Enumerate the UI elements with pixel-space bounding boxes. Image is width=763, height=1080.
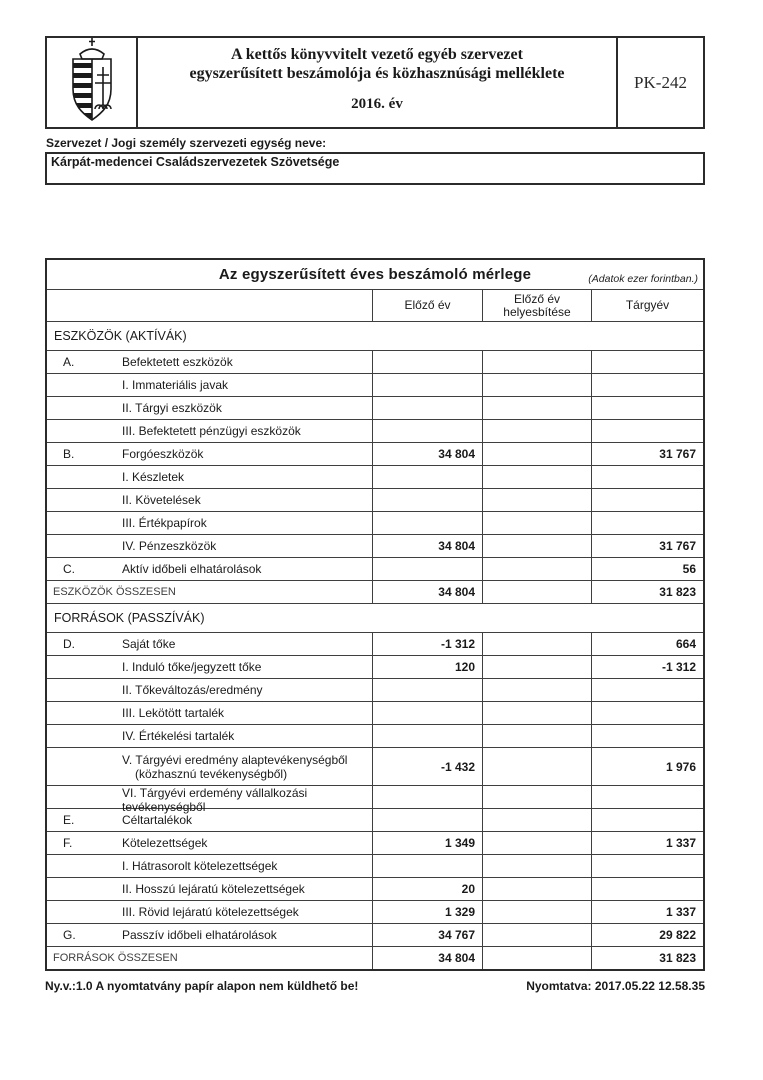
- row-label: IV. Pénzeszközök: [122, 539, 217, 553]
- value-cell-current-year: [591, 878, 703, 900]
- row-label: VI. Tárgyévi erdemény vállalkozási tevékenységből: [122, 786, 308, 814]
- row-label: Céltartalékok: [122, 813, 193, 827]
- org-name-field: [45, 152, 705, 185]
- value-cell-current-year: [591, 725, 703, 747]
- table-total-row: [47, 580, 703, 603]
- page-footer: [45, 979, 705, 993]
- footer-printed-timestamp: Nyomtatva: 2017.05.22 12.58.35: [526, 979, 705, 993]
- row-label: I. Immateriális javak: [122, 378, 229, 392]
- table-row: [47, 511, 703, 534]
- row-label: FORRÁSOK ÖSSZESEN: [53, 952, 178, 964]
- row-label-cell: [47, 558, 372, 580]
- row-label: Forgóeszközök: [122, 447, 204, 461]
- row-label: III. Befektetett pénzügyi eszközök: [122, 424, 301, 438]
- row-label-cell: [47, 748, 372, 785]
- form-code: PK-242: [616, 38, 703, 127]
- row-label: II. Tőkeváltozás/eredmény: [122, 683, 263, 697]
- row-label: III. Rövid lejáratú kötelezettségek: [122, 905, 299, 919]
- row-label-cell: [47, 832, 372, 854]
- table-row: [47, 701, 703, 724]
- value-cell-prev-year-adjustment: [482, 374, 591, 396]
- value-cell-prev-year-adjustment: [482, 832, 591, 854]
- value-cell-prev-year-adjustment: [482, 351, 591, 373]
- value-cell-current-year: [591, 351, 703, 373]
- value-cell-prev-year: [372, 809, 482, 831]
- value-cell-prev-year-adjustment: [482, 466, 591, 488]
- row-label-cell: [47, 420, 372, 442]
- value-cell-current-year: 1 337: [591, 901, 703, 923]
- row-label-cell: [47, 581, 372, 603]
- form-title-line1: A kettős könyvvitelt vezető egyéb szervezet: [231, 46, 523, 63]
- row-label: V. Tárgyévi eredmény alaptevékenységből: [122, 752, 348, 767]
- value-cell-prev-year: 34 804: [372, 947, 482, 969]
- row-label-cell: [47, 397, 372, 419]
- row-label-cell: [47, 809, 372, 831]
- value-cell-current-year: [591, 809, 703, 831]
- form-title-line2: egyszerűsített beszámolója és közhasznúsági melléklete: [189, 65, 565, 82]
- row-label-cell: [47, 633, 372, 655]
- row-label: Aktív időbeli elhatárolások: [122, 562, 262, 576]
- footer-version-note: Ny.v.:1.0 A nyomtatvány papír alapon nem küldhető be!: [45, 979, 359, 993]
- value-cell-prev-year-adjustment: [482, 397, 591, 419]
- value-cell-prev-year-adjustment: [482, 443, 591, 465]
- row-letter: E.: [63, 813, 75, 827]
- value-cell-prev-year: 120: [372, 656, 482, 678]
- value-cell-current-year: 1 976: [591, 748, 703, 785]
- table-row: [47, 442, 703, 465]
- table-title: Az egyszerűsített éves beszámoló mérlege: [218, 266, 532, 283]
- table-row: [47, 419, 703, 442]
- value-cell-prev-year-adjustment: [482, 702, 591, 724]
- value-cell-prev-year-adjustment: [482, 947, 591, 969]
- value-cell-prev-year: 1 329: [372, 901, 482, 923]
- value-cell-prev-year: [372, 702, 482, 724]
- row-label: I. Hátrasorolt kötelezettségek: [122, 859, 278, 873]
- row-label-cell: [47, 702, 372, 724]
- table-row: [47, 724, 703, 747]
- value-cell-prev-year-adjustment: [482, 809, 591, 831]
- table-row: [47, 465, 703, 488]
- row-label-cell: [47, 947, 372, 969]
- row-label: III. Értékpapírok: [122, 516, 207, 530]
- row-label-cell: [47, 725, 372, 747]
- form-header: [45, 36, 705, 129]
- value-cell-prev-year: -1 312: [372, 633, 482, 655]
- header-empty-cell: [47, 290, 372, 321]
- table-row: [47, 655, 703, 678]
- value-cell-current-year: 31 823: [591, 581, 703, 603]
- value-cell-current-year: 31 767: [591, 535, 703, 557]
- row-label-cell: [47, 535, 372, 557]
- value-cell-prev-year-adjustment: [482, 748, 591, 785]
- table-section-row: [47, 603, 703, 632]
- value-cell-prev-year-adjustment: [482, 924, 591, 946]
- table-row: [47, 877, 703, 900]
- row-label: II. Tárgyi eszközök: [122, 401, 222, 415]
- row-label-line2: (közhasznú tevékenységből): [135, 766, 288, 781]
- header-adj-line1: Előző év: [513, 291, 561, 306]
- value-cell-current-year: [591, 374, 703, 396]
- row-label: Kötelezettségek: [122, 836, 208, 850]
- value-cell-current-year: 56: [591, 558, 703, 580]
- row-label-cell: [47, 489, 372, 511]
- row-label: I. Induló tőke/jegyzett tőke: [122, 660, 262, 674]
- row-label: Befektetett eszközök: [122, 355, 233, 369]
- row-label-cell: [47, 374, 372, 396]
- value-cell-prev-year-adjustment: [482, 901, 591, 923]
- value-cell-prev-year-adjustment: [482, 512, 591, 534]
- emblem-cell: [47, 38, 138, 127]
- row-label-cell: [47, 512, 372, 534]
- hungarian-coat-of-arms-icon: [61, 37, 123, 128]
- row-letter: B.: [63, 447, 75, 461]
- table-row: [47, 373, 703, 396]
- table-row: [47, 488, 703, 511]
- table-row: [47, 534, 703, 557]
- row-label: Passzív időbeli elhatárolások: [122, 928, 277, 942]
- header-current-year-label: Tárgyév: [625, 298, 670, 312]
- row-label-cell: [47, 466, 372, 488]
- value-cell-prev-year-adjustment: [482, 656, 591, 678]
- value-cell-prev-year: [372, 489, 482, 511]
- value-cell-prev-year: 34 804: [372, 443, 482, 465]
- value-cell-current-year: [591, 702, 703, 724]
- row-letter: C.: [63, 562, 75, 576]
- value-cell-prev-year: [372, 466, 482, 488]
- row-label: IV. Értékelési tartalék: [122, 729, 235, 743]
- value-cell-prev-year-adjustment: [482, 420, 591, 442]
- value-cell-prev-year: [372, 512, 482, 534]
- row-label-cell: [47, 878, 372, 900]
- value-cell-prev-year-adjustment: [482, 558, 591, 580]
- table-total-row: [47, 946, 703, 969]
- row-label-cell: [47, 656, 372, 678]
- table-row: [47, 678, 703, 701]
- value-cell-prev-year: [372, 351, 482, 373]
- header-prev-year-label: Előző év: [404, 298, 451, 312]
- value-cell-prev-year: [372, 725, 482, 747]
- row-label-cell: [47, 901, 372, 923]
- value-cell-current-year: [591, 512, 703, 534]
- value-cell-current-year: 1 337: [591, 832, 703, 854]
- row-label: I. Készletek: [122, 470, 185, 484]
- header-adj-line2: helyesbítése: [503, 304, 571, 319]
- value-cell-current-year: [591, 489, 703, 511]
- row-label-cell: [47, 855, 372, 877]
- row-label-cell: [47, 443, 372, 465]
- row-label: Saját tőke: [122, 637, 176, 651]
- table-row: [47, 808, 703, 831]
- value-cell-current-year: [591, 855, 703, 877]
- value-cell-prev-year: 34 804: [372, 581, 482, 603]
- table-row: [47, 785, 703, 814]
- value-cell-prev-year: 1 349: [372, 832, 482, 854]
- row-letter: G.: [63, 928, 76, 942]
- row-letter: A.: [63, 355, 75, 369]
- value-cell-current-year: -1 312: [591, 656, 703, 678]
- value-cell-current-year: 29 822: [591, 924, 703, 946]
- value-cell-prev-year: 34 804: [372, 535, 482, 557]
- table-section-row: [47, 321, 703, 350]
- row-letter: D.: [63, 637, 75, 651]
- table-row: [47, 396, 703, 419]
- table-row: [47, 900, 703, 923]
- value-cell-current-year: [591, 420, 703, 442]
- value-cell-current-year: 31 767: [591, 443, 703, 465]
- value-cell-current-year: 664: [591, 633, 703, 655]
- unit-note: (Adatok ezer forintban.): [588, 273, 698, 285]
- table-title-row: [47, 260, 703, 289]
- row-letter: F.: [63, 836, 73, 850]
- value-cell-prev-year-adjustment: [482, 489, 591, 511]
- section-label: ESZKÖZÖK (AKTÍVÁK): [54, 329, 187, 343]
- row-label: ESZKÖZÖK ÖSSZESEN: [53, 586, 176, 598]
- org-name-label: Szervezet / Jogi személy szervezeti egység neve:: [46, 136, 327, 150]
- value-cell-prev-year-adjustment: [482, 535, 591, 557]
- table-row: [47, 747, 703, 785]
- value-cell-prev-year: [372, 374, 482, 396]
- row-label: II. Követelések: [122, 493, 201, 507]
- value-cell-prev-year: -1 432: [372, 748, 482, 785]
- value-cell-current-year: [591, 397, 703, 419]
- table-body: [47, 321, 703, 969]
- form-year: 2016. év: [351, 96, 403, 112]
- row-label-cell: [47, 679, 372, 701]
- row-label: III. Lekötött tartalék: [122, 706, 225, 720]
- section-label: FORRÁSOK (PASSZÍVÁK): [54, 611, 205, 625]
- value-cell-prev-year-adjustment: [482, 725, 591, 747]
- value-cell-prev-year: [372, 397, 482, 419]
- value-cell-prev-year: [372, 679, 482, 701]
- value-cell-current-year: [591, 466, 703, 488]
- row-label-cell: [47, 924, 372, 946]
- header-prev-year: [372, 290, 482, 321]
- value-cell-current-year: [591, 679, 703, 701]
- table-row: [47, 350, 703, 373]
- value-cell-prev-year: 34 767: [372, 924, 482, 946]
- table-header-row: [47, 289, 703, 321]
- value-cell-prev-year: 20: [372, 878, 482, 900]
- table-row: [47, 854, 703, 877]
- table-row: [47, 831, 703, 854]
- row-label-cell: [47, 351, 372, 373]
- form-title-block: [138, 38, 616, 127]
- value-cell-prev-year: [372, 855, 482, 877]
- header-current-year: [591, 290, 703, 321]
- value-cell-prev-year-adjustment: [482, 855, 591, 877]
- value-cell-prev-year: [372, 558, 482, 580]
- value-cell-prev-year: [372, 420, 482, 442]
- table-row: [47, 923, 703, 946]
- balance-sheet-table: [45, 258, 705, 971]
- value-cell-prev-year-adjustment: [482, 679, 591, 701]
- value-cell-current-year: 31 823: [591, 947, 703, 969]
- table-row: [47, 557, 703, 580]
- header-prev-year-adjustment: [482, 290, 591, 321]
- table-row: [47, 632, 703, 655]
- row-label: II. Hosszú lejáratú kötelezettségek: [122, 882, 305, 896]
- value-cell-prev-year-adjustment: [482, 878, 591, 900]
- value-cell-prev-year-adjustment: [482, 633, 591, 655]
- org-name-value: Kárpát-medencei Családszervezetek Szövetsége: [51, 155, 340, 169]
- value-cell-prev-year-adjustment: [482, 581, 591, 603]
